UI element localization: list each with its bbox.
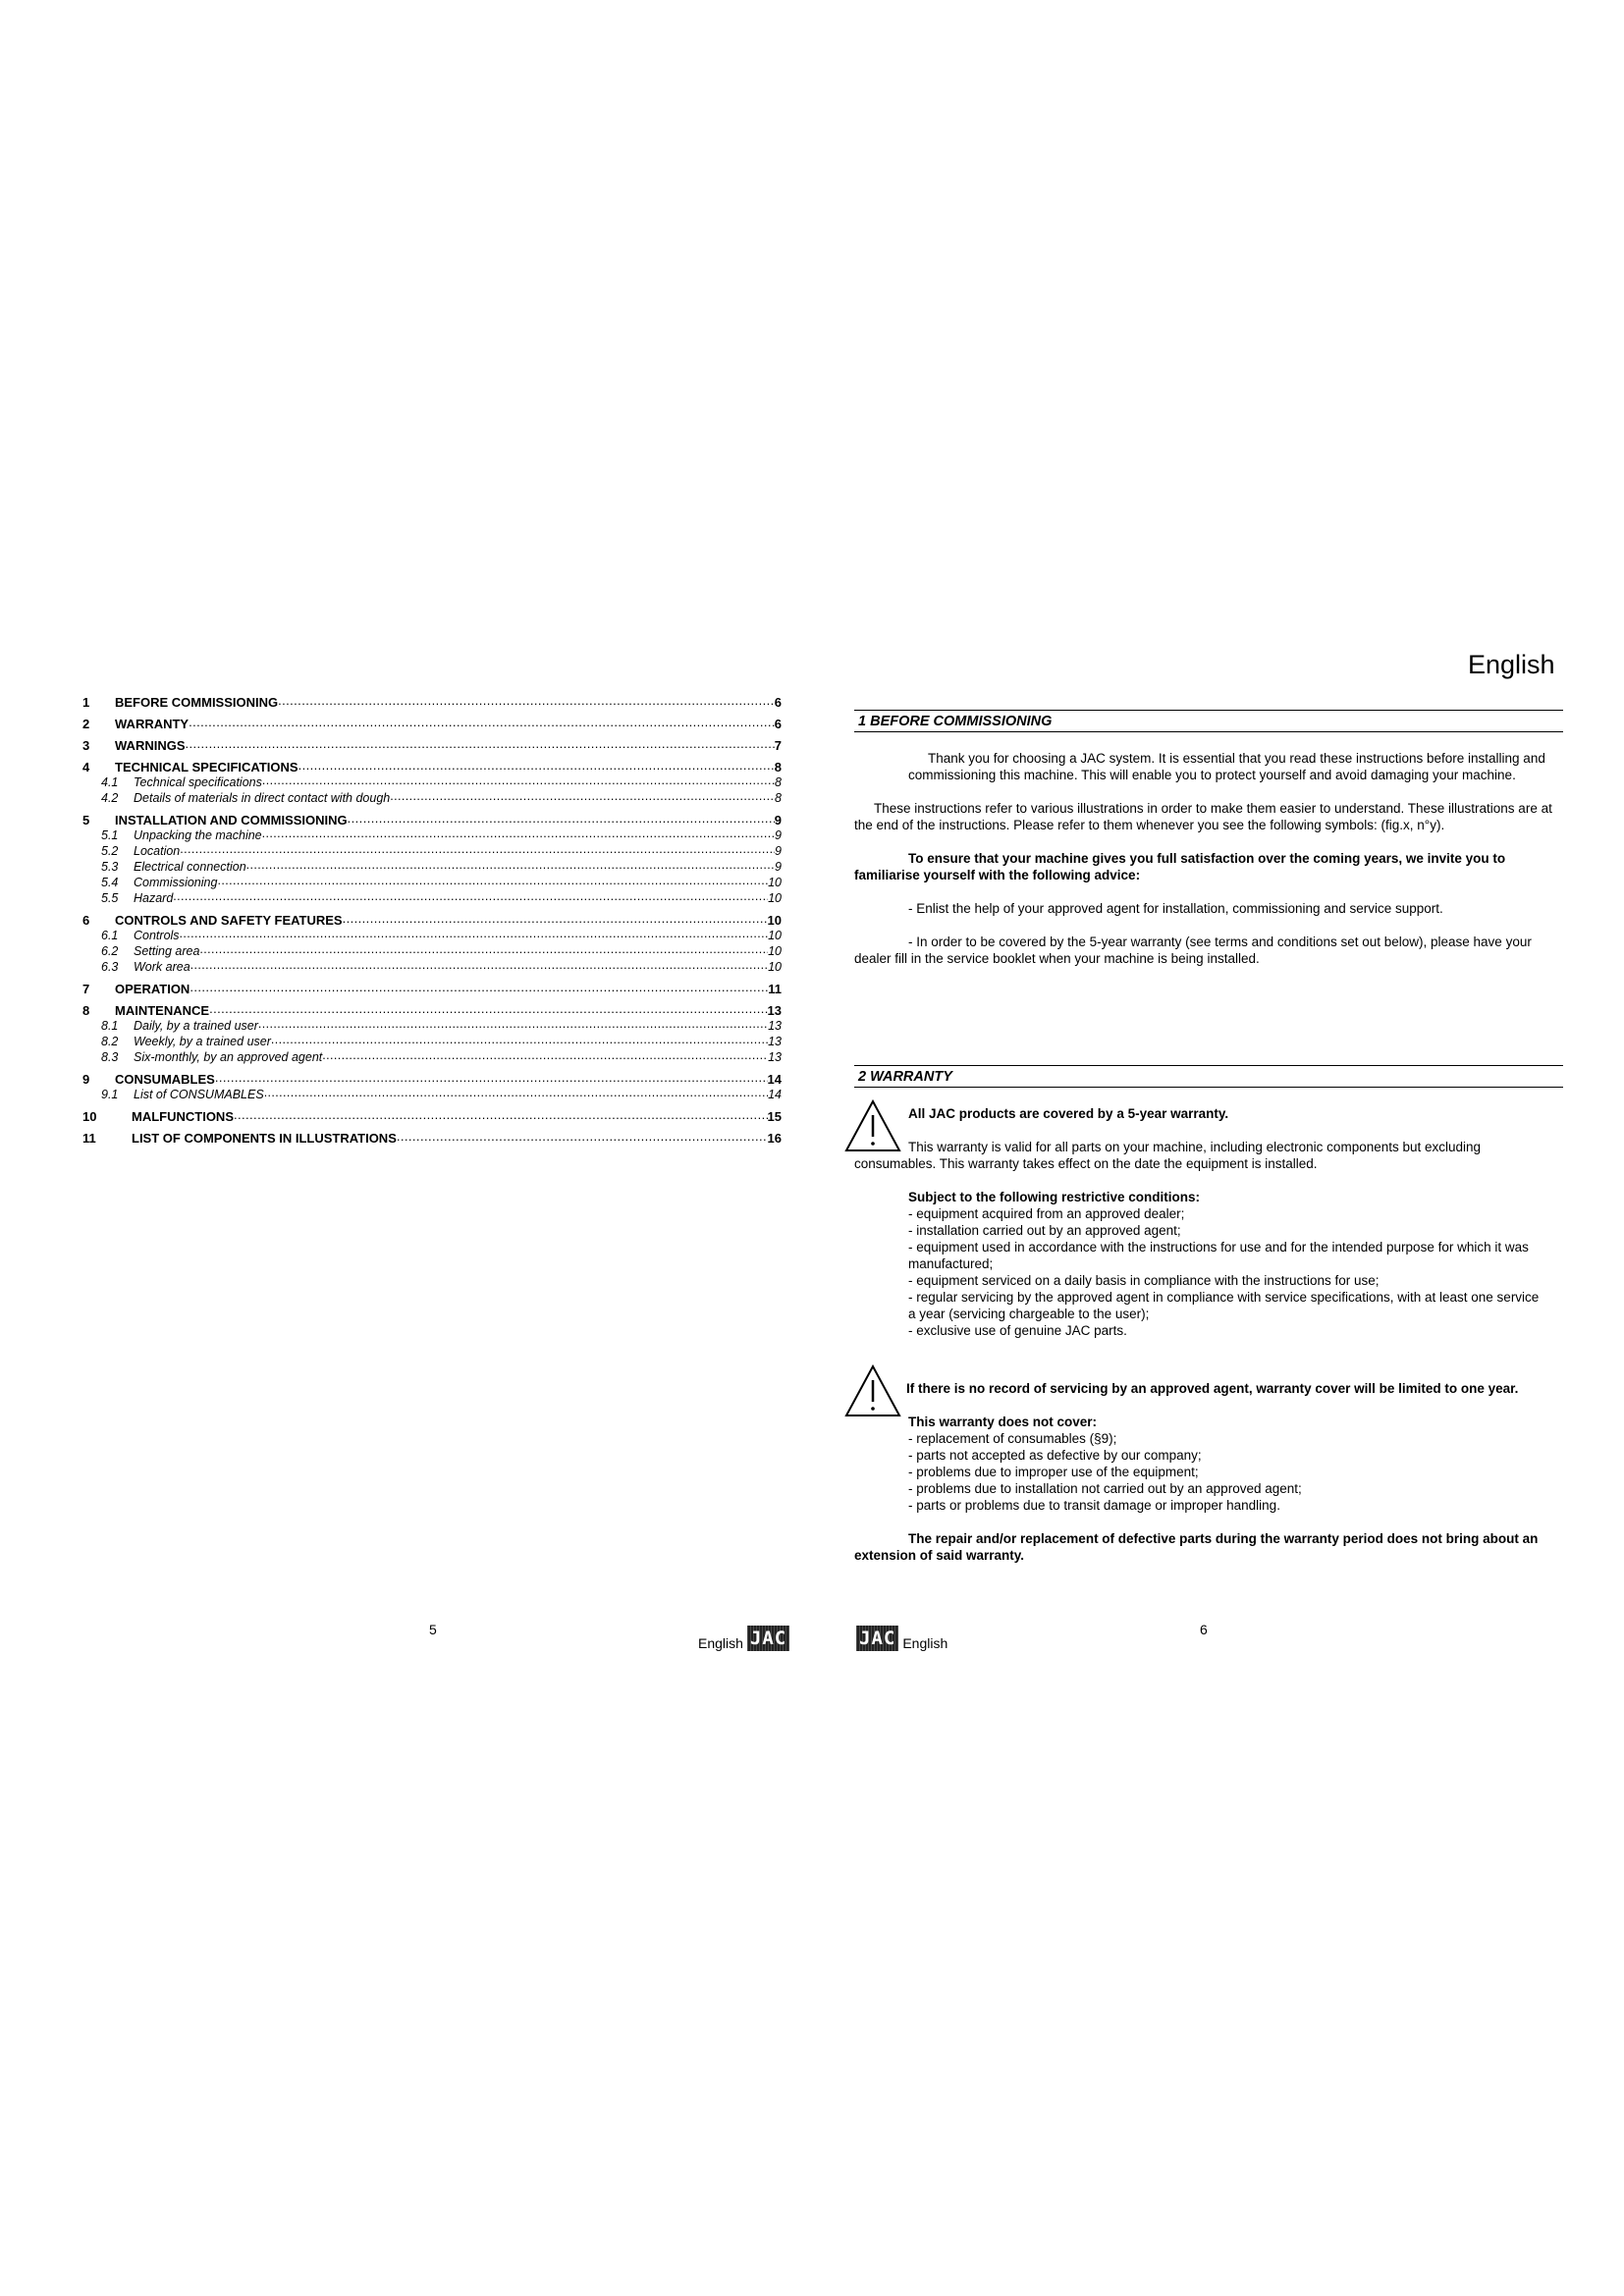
toc-entry-number: 9.1 [101,1088,119,1102]
toc-entry[interactable] [82,717,782,732]
toc-entry[interactable] [82,775,782,791]
section1-advice: To ensure that your machine gives you full satisfaction over the coming years, we invite you to familiarise yourself with the following advice: [854,851,1506,882]
toc-entry[interactable] [82,876,782,891]
toc-leader-dots [343,913,768,929]
toc-entry[interactable] [82,828,782,844]
toc-entry-title: Location [134,844,181,859]
toc-leader-dots [199,944,768,960]
toc-entry-page: 10 [768,891,782,906]
toc-entry-page: 8 [775,775,782,790]
condition-item: - equipment serviced on a daily basis in compliance with the instructions for use; [908,1273,1380,1288]
toc-entry[interactable] [82,1003,782,1019]
condition-item: - exclusive use of genuine JAC parts. [908,1323,1127,1338]
no-record-warning: If there is no record of servicing by an approved agent, warranty cover will be limited to one year. [906,1381,1519,1396]
toc-entry-page: 7 [774,738,782,753]
toc-entry-title: Daily, by a trained user [134,1019,258,1034]
toc-entry[interactable] [82,891,782,907]
toc-entry-number: 5.5 [101,891,119,906]
toc-leader-dots [262,828,775,844]
toc-entry-page: 10 [767,913,782,928]
toc-entry-page: 10 [768,929,782,943]
toc-entry-number: 6 [82,913,90,928]
toc-leader-dots [173,891,768,907]
toc-entry-number: 4.2 [101,791,119,806]
toc-entry-title: Hazard [134,891,174,906]
section1-paragraph: Thank you for choosing a JAC system. It is essential that you read these instructions before installing and commissioning this machine. This will enable you to protect yourself and avoid damaging your machine. [908,751,1545,782]
toc-entry-number: 11 [82,1131,96,1146]
toc-entry-title: Unpacking the machine [134,828,262,843]
toc-entry[interactable] [82,860,782,876]
toc-entry[interactable] [82,1035,782,1050]
toc-entry[interactable] [82,1088,782,1103]
toc-entry-page: 8 [774,760,782,774]
toc-leader-dots [348,813,775,828]
toc-entry[interactable] [82,944,782,960]
warning-triangle-icon [844,1364,901,1417]
toc-entry-number: 8.1 [101,1019,119,1034]
toc-entry-page: 10 [768,944,782,959]
toc-entry-page: 8 [775,791,782,806]
toc-entry[interactable] [82,960,782,976]
exclusion-item: - replacement of consumables (§9); [908,1431,1117,1446]
toc-entry[interactable] [82,791,782,807]
toc-entry-page: 9 [775,828,782,843]
toc-entry-title: Weekly, by a trained user [134,1035,271,1049]
condition-item: - equipment used in accordance with the instructions for use and for the intended purpose for which it was manufactured; [908,1240,1529,1271]
toc-entry-title: OPERATION [115,982,190,996]
toc-entry-number: 5.4 [101,876,119,890]
toc-entry-number: 5.2 [101,844,119,859]
toc-entry-number: 2 [82,717,90,731]
toc-entry-title: CONSUMABLES [115,1072,215,1087]
toc-entry[interactable] [82,813,782,828]
warranty-extension-note: The repair and/or replacement of defective parts during the warranty period does not bring about an extension of said warranty. [854,1531,1539,1563]
toc-entry-number: 5 [82,813,90,828]
toc-entry-title: BEFORE COMMISSIONING [115,695,279,710]
toc-entry-title: LIST OF COMPONENTS IN ILLUSTRATIONS [132,1131,397,1146]
not-cover-title: This warranty does not cover: [908,1415,1098,1429]
toc-entry-number: 6.2 [101,944,119,959]
section1-paragraph: These instructions refer to various illustrations in order to make them easier to understand. These illustrations are at the end of the instructions. Please refer to them whenever you see the following symbols: (fig.x, n°y). [854,801,1552,832]
condition-item: - equipment acquired from an approved dealer; [908,1206,1185,1221]
toc-entry-title: CONTROLS AND SAFETY FEATURES [115,913,343,928]
toc-entry[interactable] [82,982,782,997]
toc-entry-page: 9 [775,860,782,875]
table-of-contents [82,695,782,1147]
left-page-number: 5 [429,1622,437,1637]
toc-entry[interactable] [82,1072,782,1088]
toc-entry-page: 11 [768,982,782,996]
section-heading-warranty: 2 WARRANTY [854,1065,1563,1088]
jac-logo: JAC [747,1626,789,1651]
section-heading-before-commissioning: 1 BEFORE COMMISSIONING [854,710,1563,732]
toc-entry-number: 8.3 [101,1050,119,1065]
toc-entry-title: MAINTENANCE [115,1003,210,1018]
toc-entry[interactable] [82,844,782,860]
toc-entry-page: 14 [768,1088,782,1102]
toc-entry-number: 5.3 [101,860,119,875]
toc-entry-page: 10 [768,960,782,975]
toc-entry[interactable] [82,929,782,944]
toc-leader-dots [271,1035,768,1050]
toc-entry-page: 13 [768,1019,782,1034]
toc-entry-number: 6.1 [101,929,119,943]
warranty-intro: All JAC products are covered by a 5-year warranty. [908,1106,1229,1121]
toc-entry-page: 10 [768,876,782,890]
exclusion-item: - parts or problems due to transit damage or improper handling. [908,1498,1280,1513]
toc-leader-dots [180,929,769,944]
exclusion-item: - parts not accepted as defective by our company; [908,1448,1202,1463]
toc-entry-title: Details of materials in direct contact with dough [134,791,391,806]
toc-entry-page: 14 [767,1072,782,1087]
toc-leader-dots [258,1019,768,1035]
section1-body [854,750,1554,967]
toc-entry-page: 9 [774,813,782,828]
toc-entry[interactable] [82,1050,782,1066]
toc-leader-dots [180,844,775,860]
toc-leader-dots [217,876,768,891]
toc-entry-title: TECHNICAL SPECIFICATIONS [115,760,298,774]
condition-item: - regular servicing by the approved agent in compliance with service specifications, with at least one service a year (servicing chargeable to the user); [908,1290,1540,1321]
toc-leader-dots [264,1088,768,1103]
toc-entry-title: List of CONSUMABLES [134,1088,264,1102]
toc-entry[interactable] [82,913,782,929]
toc-entry-number: 9 [82,1072,90,1087]
toc-leader-dots [215,1072,768,1088]
toc-entry-page: 13 [768,1050,782,1065]
toc-entry-number: 5.1 [101,828,119,843]
toc-entry-title: Six-monthly, by an approved agent [134,1050,323,1065]
toc-entry-page: 6 [774,695,782,710]
left-footer-brand [698,1626,789,1651]
toc-entry-number: 1 [82,695,90,710]
toc-entry-title: Commissioning [134,876,218,890]
toc-entry-number: 8 [82,1003,90,1018]
toc-entry-number: 7 [82,982,90,996]
toc-leader-dots [189,982,768,997]
toc-entry-number: 4 [82,760,90,774]
toc-leader-dots [262,775,775,791]
toc-entry-number: 3 [82,738,90,753]
toc-leader-dots [246,860,775,876]
footer-language: English [698,1635,743,1651]
toc-entry-page: 9 [775,844,782,859]
toc-entry[interactable] [82,1131,782,1147]
toc-entry-number: 8.2 [101,1035,119,1049]
toc-entry[interactable] [82,695,782,711]
toc-entry-title: Setting area [134,944,200,959]
section2-body [854,1105,1548,1339]
condition-item: - installation carried out by an approved agent; [908,1223,1181,1238]
not-cover-list [908,1430,1548,1514]
toc-leader-dots [190,960,768,976]
exclusion-item: - problems due to installation not carried out by an approved agent; [908,1481,1302,1496]
toc-entry-title: Controls [134,929,180,943]
toc-entry-title: Technical specifications [134,775,262,790]
toc-entry[interactable] [82,1109,782,1125]
toc-entry[interactable] [82,738,782,754]
toc-entry-number: 4.1 [101,775,119,790]
toc-entry-title: INSTALLATION AND COMMISSIONING [115,813,348,828]
language-header: English [1468,650,1555,679]
jac-logo: JAC [856,1626,898,1651]
right-footer-brand [856,1626,947,1651]
conditions-title: Subject to the following restrictive conditions: [908,1190,1201,1204]
toc-leader-dots [298,760,775,775]
toc-entry-number: 6.3 [101,960,119,975]
section2-limitations [854,1380,1548,1564]
right-page-number: 6 [1200,1622,1208,1637]
toc-entry-page: 13 [767,1003,782,1018]
toc-entry-page: 13 [768,1035,782,1049]
toc-leader-dots [186,738,775,754]
toc-entry-page: 6 [774,717,782,731]
section1-paragraph: - In order to be covered by the 5-year warranty (see terms and conditions set out below), please have your dealer fill in the service booklet when your machine is being installed. [854,934,1532,966]
toc-leader-dots [189,717,775,732]
toc-entry-title: Work area [134,960,190,975]
toc-leader-dots [209,1003,767,1019]
section1-paragraph: - Enlist the help of your approved agent for installation, commissioning and service support. [908,901,1443,916]
toc-leader-dots [278,695,775,711]
toc-leader-dots [397,1131,768,1147]
toc-entry-number: 10 [82,1109,97,1124]
toc-leader-dots [234,1109,768,1125]
toc-entry-title: WARNINGS [115,738,186,753]
warranty-validity: This warranty is valid for all parts on your machine, including electronic components but excluding consumables. This warranty takes effect on the date the equipment is installed. [854,1140,1482,1171]
toc-leader-dots [390,791,775,807]
toc-entry-title: MALFUNCTIONS [132,1109,234,1124]
toc-entry-page: 15 [767,1109,782,1124]
toc-entry-page: 16 [767,1131,782,1146]
exclusion-item: - problems due to improper use of the equipment; [908,1465,1199,1479]
footer-language: English [902,1635,948,1651]
toc-entry-title: Electrical connection [134,860,246,875]
toc-leader-dots [322,1050,768,1066]
toc-entry-title: WARRANTY [115,717,189,731]
toc-entry[interactable] [82,1019,782,1035]
conditions-list [908,1205,1548,1339]
toc-entry[interactable] [82,760,782,775]
